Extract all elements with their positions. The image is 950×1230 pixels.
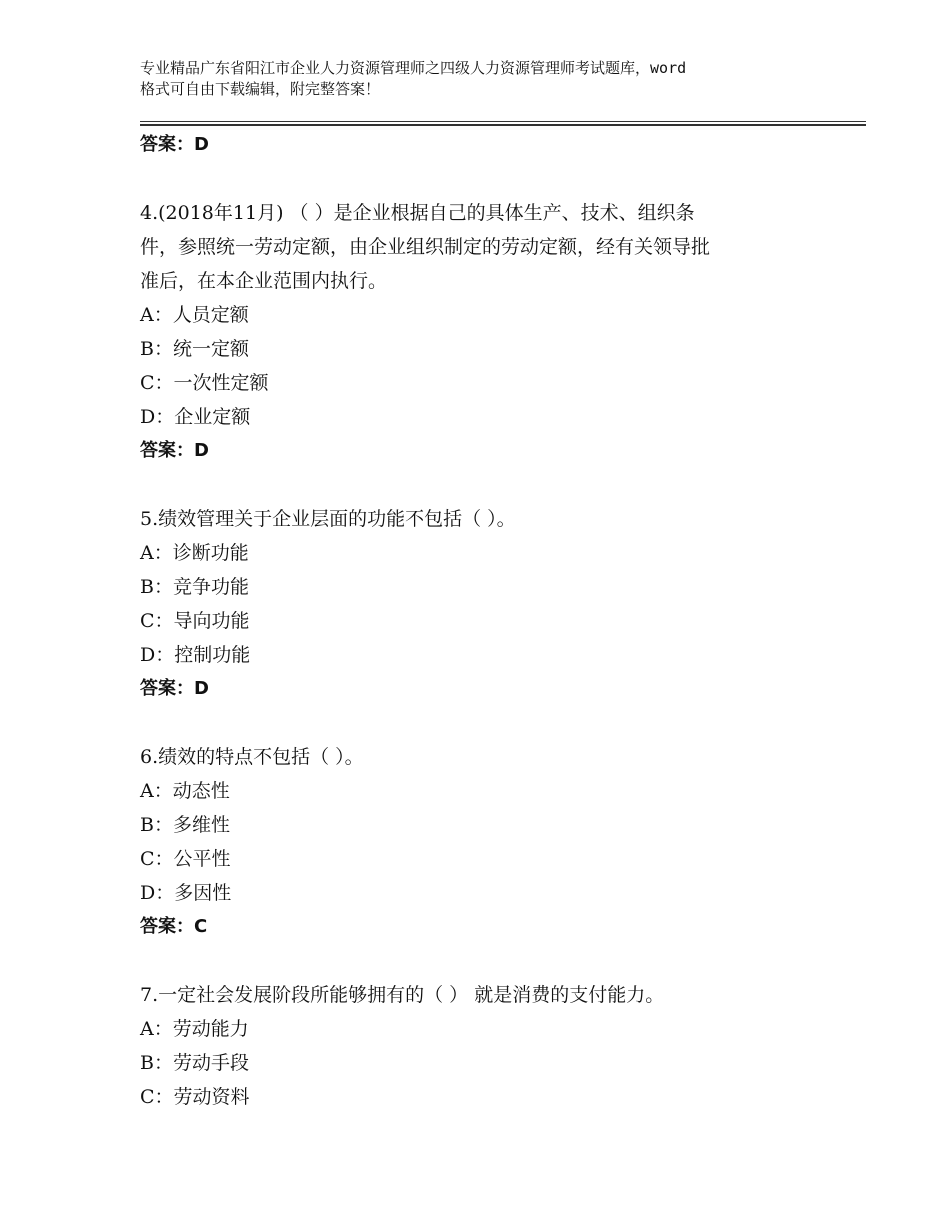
answer-3: 答案：D — [140, 134, 209, 155]
option-b: B：竞争功能 — [140, 576, 249, 598]
question-4-text-3: 准后，在本企业范围内执行。 — [140, 270, 388, 292]
header-line-1: 专业精品广东省阳江市企业人力资源管理师之四级人力资源管理师考试题库，word — [140, 59, 687, 77]
option-d: D：控制功能 — [140, 644, 251, 666]
option-c: C：导向功能 — [140, 610, 250, 632]
question-7-text: 7.一定社会发展阶段所能够拥有的（ ） 就是消费的支付能力。 — [140, 984, 665, 1006]
option-d: D：企业定额 — [140, 406, 251, 428]
option-a: A：诊断功能 — [140, 542, 249, 564]
answer-6: 答案：C — [140, 916, 208, 937]
document-body — [140, 128, 840, 1114]
option-a: A：动态性 — [140, 780, 230, 802]
option-b: B：多维性 — [140, 814, 230, 836]
option-c: C：一次性定额 — [140, 372, 269, 394]
option-c: C：劳动资料 — [140, 1086, 250, 1108]
question-4-text-1: 4.(2018年11月) （ ）是企业根据自己的具体生产、技术、组织条 — [140, 202, 695, 224]
option-b: B：劳动手段 — [140, 1052, 249, 1074]
question-4 — [140, 196, 840, 468]
answer-5: 答案：D — [140, 678, 209, 699]
option-a: A：劳动能力 — [140, 1018, 249, 1040]
option-c: C：公平性 — [140, 848, 231, 870]
option-b: B：统一定额 — [140, 338, 249, 360]
option-a: A：人员定额 — [140, 304, 249, 326]
question-5-text: 5.绩效管理关于企业层面的功能不包括（ ）。 — [140, 508, 516, 530]
question-6 — [140, 740, 840, 944]
header-rule-thin — [140, 121, 866, 122]
option-d: D：多因性 — [140, 882, 232, 904]
question-7 — [140, 978, 840, 1114]
question-4-text-2: 件，参照统一劳动定额，由企业组织制定的劳动定额，经有关领导批 — [140, 236, 711, 258]
header-line-2: 格式可自由下载编辑，附完整答案！ — [140, 80, 381, 98]
header-rule-thick — [140, 124, 866, 126]
document-header — [140, 58, 840, 100]
question-6-text: 6.绩效的特点不包括（ ）。 — [140, 746, 364, 768]
answer-4: 答案：D — [140, 440, 209, 461]
question-5 — [140, 502, 840, 706]
